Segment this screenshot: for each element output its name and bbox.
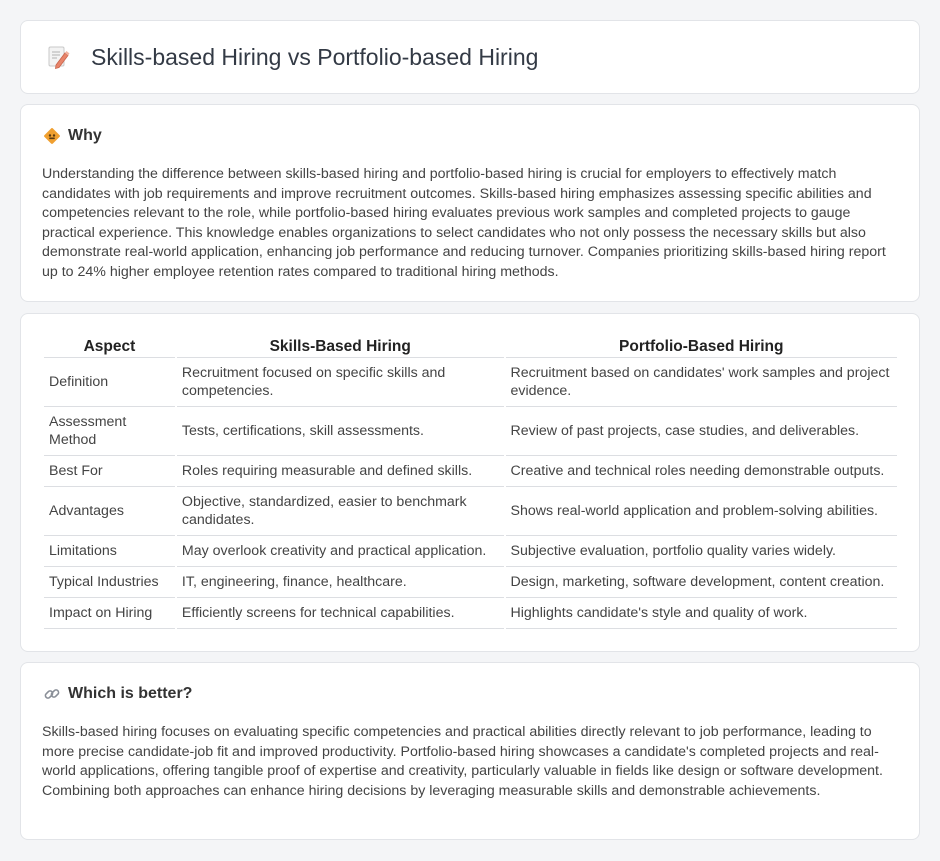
comparison-card [20, 313, 920, 652]
cell-aspect: Best For [44, 456, 175, 487]
comparison-table [42, 336, 899, 629]
cell-portfolio: Recruitment based on candidates' work samples and project evidence. [506, 358, 897, 407]
table-row [44, 358, 897, 407]
header-card [20, 20, 920, 94]
cell-skills: IT, engineering, finance, healthcare. [177, 567, 504, 598]
header-skills: Skills-Based Hiring [177, 336, 504, 358]
cell-portfolio: Review of past projects, case studies, and deliverables. [506, 407, 897, 456]
table-row [44, 567, 897, 598]
page-title: Skills-based Hiring vs Portfolio-based Hiring [91, 43, 539, 70]
table-row [44, 598, 897, 629]
table-row [44, 407, 897, 456]
table-header-row [44, 336, 897, 358]
table-row [44, 456, 897, 487]
better-title: Which is better? [68, 685, 193, 702]
why-card [20, 104, 920, 302]
cell-skills: May overlook creativity and practical application. [177, 536, 504, 567]
header-portfolio: Portfolio-Based Hiring [506, 336, 897, 358]
why-title: Why [68, 127, 102, 144]
cell-aspect: Limitations [44, 536, 175, 567]
better-paragraph: Skills-based hiring focuses on evaluating specific competencies and practical abilities directly relevant to job performance, leading to more precise candidate-job fit and improved productivity. Portfolio-based hiring showcases a candidate's completed projects and real-world applications, offering tangible proof of expertise and creativity, particularly valuable in fields like design or software development. Combining both approaches can enhance hiring decisions by leveraging measurable skills and demonstrable achievements. [42, 724, 883, 799]
cell-aspect: Advantages [44, 487, 175, 536]
diamond-sign-icon [43, 127, 61, 145]
cell-aspect: Impact on Hiring [44, 598, 175, 629]
cell-portfolio: Creative and technical roles needing demonstrable outputs. [506, 456, 897, 487]
which-better-card [20, 662, 920, 840]
cell-portfolio: Design, marketing, software development, content creation. [506, 567, 897, 598]
why-paragraph: Understanding the difference between skills-based hiring and portfolio-based hiring is crucial for employers to effectively match candidates with job requirements and improve recruitment outcomes. Skills-based hiring emphasizes assessing specific abilities and competencies relevant to the role, while portfolio-based hiring evaluates previous work samples and completed projects to gauge practical experience. This knowledge enables organizations to select candidates who not only possess the necessary skills but also demonstrate real-world application, enhancing job performance and reducing turnover. Companies prioritizing skills-based hiring report up to 24% higher employee retention rates compared to traditional hiring methods. [42, 166, 886, 280]
cell-aspect: Typical Industries [44, 567, 175, 598]
cell-portfolio: Highlights candidate's style and quality of work. [506, 598, 897, 629]
cell-portfolio: Shows real-world application and problem-solving abilities. [506, 487, 897, 536]
cell-skills: Tests, certifications, skill assessments. [177, 407, 504, 456]
cell-aspect: Definition [44, 358, 175, 407]
cell-skills: Recruitment focused on specific skills and competencies. [177, 358, 504, 407]
table-row [44, 487, 897, 536]
better-heading [43, 685, 192, 703]
cell-aspect: Assessment Method [44, 407, 175, 456]
cell-skills: Objective, standardized, easier to benchmark candidates. [177, 487, 504, 536]
link-icon [43, 685, 61, 703]
cell-portfolio: Subjective evaluation, portfolio quality varies widely. [506, 536, 897, 567]
cell-skills: Efficiently screens for technical capabilities. [177, 598, 504, 629]
document-pencil-icon [45, 44, 71, 70]
table-row [44, 536, 897, 567]
header-aspect: Aspect [44, 336, 175, 358]
cell-skills: Roles requiring measurable and defined skills. [177, 456, 504, 487]
why-heading [43, 127, 102, 145]
